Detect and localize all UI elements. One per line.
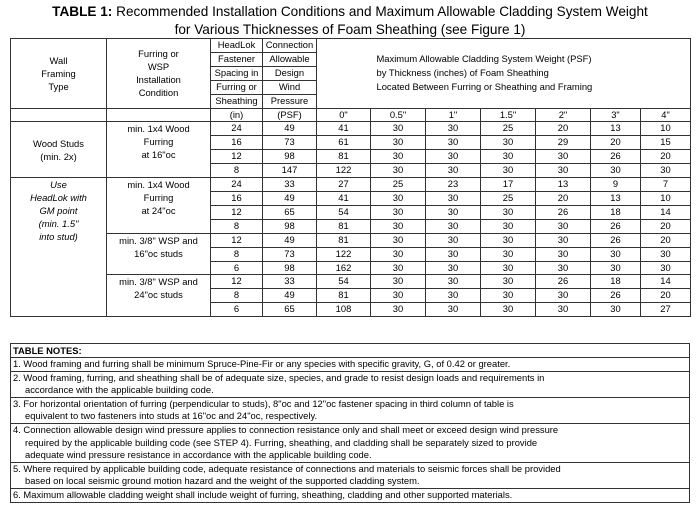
title-line-2: for Various Thicknesses of Foam Sheathing (see Figure 1) xyxy=(174,22,526,37)
condition-furring-16oc: min. 1x4 Wood Furring at 16"oc xyxy=(107,122,211,178)
header-spacing-1: HeadLok xyxy=(211,39,263,53)
weight-cell: 30 xyxy=(481,136,536,150)
weight-cell: 25 xyxy=(481,191,536,205)
condition-furring-24oc: min. 1x4 Wood Furring at 24"oc xyxy=(107,178,211,234)
header-pressure-2: Allowable xyxy=(263,52,317,66)
weight-cell: 13 xyxy=(591,191,641,205)
weight-cell: 30 xyxy=(536,247,591,261)
pressure-cell: 73 xyxy=(263,136,317,150)
title-text-1: Recommended Installation Conditions and Maximum Allowable Cladding System Weight xyxy=(116,4,648,19)
weight-cell: 13 xyxy=(591,122,641,136)
weight-cell: 30 xyxy=(371,164,426,178)
spacing-cell: 8 xyxy=(211,247,263,261)
weight-cell: 18 xyxy=(591,205,641,219)
weight-cell: 30 xyxy=(371,191,426,205)
weight-cell: 27 xyxy=(317,178,371,192)
weight-cell: 30 xyxy=(426,191,481,205)
framing-headlok: Use HeadLok with GM point (min. 1.5" into stud) xyxy=(11,178,107,317)
weight-cell: 15 xyxy=(641,136,691,150)
header-pressure-4: Wind xyxy=(263,80,317,94)
weight-cell: 30 xyxy=(426,233,481,247)
header-weight-3: Located Between Furring or Sheathing and Framing xyxy=(371,80,691,94)
framing-wood-studs: Wood Studs (min. 2x) xyxy=(11,122,107,178)
weight-cell: 108 xyxy=(317,303,371,317)
title-line-1 xyxy=(0,3,700,21)
header-spacing-4: Furring or xyxy=(211,80,263,94)
weight-cell: 30 xyxy=(536,164,591,178)
weight-cell: 30 xyxy=(371,247,426,261)
weight-cell: 20 xyxy=(641,150,691,164)
condition-wsp-16oc: min. 3/8" WSP and 16"oc studs xyxy=(107,233,211,275)
spacing-cell: 6 xyxy=(211,303,263,317)
weight-cell: 10 xyxy=(641,191,691,205)
weight-cell: 30 xyxy=(641,247,691,261)
weight-cell: 30 xyxy=(426,164,481,178)
weight-cell: 30 xyxy=(371,136,426,150)
spacing-cell: 12 xyxy=(211,205,263,219)
weight-cell: 30 xyxy=(481,219,536,233)
weight-cell: 26 xyxy=(536,275,591,289)
weight-cell: 162 xyxy=(317,261,371,275)
weight-cell: 30 xyxy=(426,247,481,261)
note-4: 4. Connection allowable design wind pressure applies to connection resistance only and shall meet or exceed design wind pressure required by the applicable building code (see STEP 4). Furring, sheathing, and cladding shall be separately sized to provide adequate wind pressure resistance in accordance with the applicable building code. xyxy=(11,424,689,463)
weight-cell: 7 xyxy=(641,178,691,192)
spacing-cell: 24 xyxy=(211,122,263,136)
pressure-cell: 49 xyxy=(263,122,317,136)
weight-cell: 30 xyxy=(371,303,426,317)
spacing-cell: 12 xyxy=(211,275,263,289)
weight-cell: 41 xyxy=(317,191,371,205)
weight-cell: 30 xyxy=(426,261,481,275)
weight-cell: 26 xyxy=(591,289,641,303)
weight-cell: 26 xyxy=(591,233,641,247)
weight-cell: 30 xyxy=(536,219,591,233)
weight-cell: 122 xyxy=(317,247,371,261)
spacing-cell: 12 xyxy=(211,233,263,247)
table-row xyxy=(11,178,691,192)
weight-cell: 30 xyxy=(426,289,481,303)
weight-cell: 30 xyxy=(481,275,536,289)
title-label: TABLE 1: xyxy=(52,4,113,19)
weight-cell: 30 xyxy=(536,150,591,164)
note-6: 6. Maximum allowable cladding weight shall include weight of furring, sheathing, cladding and other supported materials. xyxy=(13,488,513,500)
weight-cell: 30 xyxy=(591,164,641,178)
weight-cell: 14 xyxy=(641,205,691,219)
weight-cell: 30 xyxy=(641,261,691,275)
weight-cell: 20 xyxy=(641,219,691,233)
cladding-table xyxy=(10,38,691,317)
weight-cell: 13 xyxy=(536,178,591,192)
weight-cell: 30 xyxy=(426,303,481,317)
spacing-cell: 12 xyxy=(211,150,263,164)
pressure-cell: 49 xyxy=(263,191,317,205)
weight-cell: 17 xyxy=(481,178,536,192)
weight-cell: 30 xyxy=(591,247,641,261)
weight-cell: 18 xyxy=(591,275,641,289)
weight-cell: 30 xyxy=(371,275,426,289)
weight-cell: 14 xyxy=(641,275,691,289)
pressure-cell: 98 xyxy=(263,219,317,233)
weight-cell: 54 xyxy=(317,205,371,219)
weight-cell: 30 xyxy=(481,150,536,164)
weight-cell: 41 xyxy=(317,122,371,136)
pressure-cell: 33 xyxy=(263,178,317,192)
weight-cell: 30 xyxy=(371,261,426,275)
weight-cell: 122 xyxy=(317,164,371,178)
weight-cell: 30 xyxy=(371,219,426,233)
weight-cell: 20 xyxy=(641,289,691,303)
pressure-cell: 33 xyxy=(263,275,317,289)
header-wall-framing: Wall Framing Type xyxy=(11,39,107,109)
weight-cell: 25 xyxy=(371,178,426,192)
weight-cell: 30 xyxy=(481,233,536,247)
header-spacing-3: Spacing in xyxy=(211,66,263,80)
table-row xyxy=(11,122,691,136)
spacing-cell: 16 xyxy=(211,191,263,205)
spacing-cell: 16 xyxy=(211,136,263,150)
spacing-cell: 8 xyxy=(211,164,263,178)
weight-cell: 23 xyxy=(426,178,481,192)
weight-cell: 30 xyxy=(536,261,591,275)
note-1: 1. Wood framing and furring shall be minimum Spruce-Pine-Fir or any species with specific gravity, G, of 0.42 or greater. xyxy=(11,358,689,372)
table-row xyxy=(11,233,691,247)
weight-cell: 20 xyxy=(641,233,691,247)
pressure-cell: 65 xyxy=(263,303,317,317)
header-spacing-unit: (in) xyxy=(211,108,263,122)
table-notes xyxy=(10,343,690,503)
header-pressure-1: Connection xyxy=(263,39,317,53)
table-row xyxy=(11,275,691,289)
header-pressure-unit: (PSF) xyxy=(263,108,317,122)
weight-cell: 30 xyxy=(426,150,481,164)
weight-cell: 30 xyxy=(426,275,481,289)
spacing-cell: 8 xyxy=(211,219,263,233)
header-pressure-5: Pressure xyxy=(263,94,317,108)
note-5: 5. Where required by applicable building code, adequate resistance of connections and materials to seismic forces shall be provided based on local seismic ground motion hazard and the weight of the supported cladding system. xyxy=(11,463,689,489)
note-2: 2. Wood framing, furring, and sheathing shall be of adequate size, species, and grade to resist design loads and requirements in accordance with the applicable building code. xyxy=(11,372,689,398)
thickness-0: 0" xyxy=(317,108,371,122)
weight-cell: 26 xyxy=(591,219,641,233)
weight-cell: 10 xyxy=(641,122,691,136)
weight-cell: 30 xyxy=(536,233,591,247)
thickness-1: 1" xyxy=(426,108,481,122)
note-3: 3. For horizontal orientation of furring (perpendicular to studs), 8"oc and 12"oc fastener spacing in third column of table is equivalent to two fasteners into studs at 16"oc and 24"oc, respectively. xyxy=(11,398,689,424)
weight-cell: 30 xyxy=(536,289,591,303)
weight-cell: 25 xyxy=(481,122,536,136)
condition-wsp-24oc: min. 3/8" WSP and 24"oc studs xyxy=(107,275,211,317)
weight-cell: 30 xyxy=(481,303,536,317)
thickness-2: 2" xyxy=(536,108,591,122)
weight-cell: 81 xyxy=(317,150,371,164)
notes-heading: TABLE NOTES: xyxy=(11,344,689,358)
weight-cell: 30 xyxy=(591,303,641,317)
weight-cell: 30 xyxy=(426,219,481,233)
weight-cell: 20 xyxy=(536,191,591,205)
weight-cell: 20 xyxy=(536,122,591,136)
weight-cell: 81 xyxy=(317,219,371,233)
spacing-cell: 6 xyxy=(211,261,263,275)
weight-cell: 29 xyxy=(536,136,591,150)
pressure-cell: 98 xyxy=(263,150,317,164)
header-row xyxy=(11,39,691,53)
header-pressure-3: Design xyxy=(263,66,317,80)
weight-cell: 30 xyxy=(641,164,691,178)
pressure-cell: 65 xyxy=(263,205,317,219)
weight-cell: 30 xyxy=(481,164,536,178)
spacing-cell: 24 xyxy=(211,178,263,192)
weight-cell: 61 xyxy=(317,136,371,150)
weight-cell: 30 xyxy=(371,289,426,303)
weight-cell: 26 xyxy=(536,205,591,219)
weight-cell: 54 xyxy=(317,275,371,289)
weight-cell: 30 xyxy=(536,303,591,317)
weight-cell: 30 xyxy=(371,122,426,136)
weight-cell: 30 xyxy=(371,233,426,247)
weight-cell: 30 xyxy=(371,150,426,164)
weight-cell: 81 xyxy=(317,233,371,247)
pressure-cell: 98 xyxy=(263,261,317,275)
header-spacing-2: Fastener xyxy=(211,52,263,66)
header-installation: Furring or WSP Installation Condition xyxy=(107,39,211,109)
weight-cell: 30 xyxy=(426,205,481,219)
spacing-cell: 8 xyxy=(211,289,263,303)
pressure-cell: 49 xyxy=(263,289,317,303)
table-title xyxy=(0,3,700,39)
weight-cell: 30 xyxy=(591,261,641,275)
header-weight-1: Maximum Allowable Cladding System Weight (PSF) xyxy=(371,52,691,66)
weight-cell: 26 xyxy=(591,150,641,164)
thickness-1-5: 1.5" xyxy=(481,108,536,122)
weight-cell: 30 xyxy=(481,205,536,219)
weight-cell: 27 xyxy=(641,303,691,317)
header-units-row xyxy=(11,108,691,122)
thickness-3: 3" xyxy=(591,108,641,122)
weight-cell: 20 xyxy=(591,136,641,150)
weight-cell: 30 xyxy=(481,261,536,275)
header-spacing-5: Sheathing xyxy=(211,94,263,108)
pressure-cell: 73 xyxy=(263,247,317,261)
weight-cell: 30 xyxy=(426,122,481,136)
weight-cell: 30 xyxy=(481,289,536,303)
pressure-cell: 147 xyxy=(263,164,317,178)
pressure-cell: 49 xyxy=(263,233,317,247)
thickness-4: 4" xyxy=(641,108,691,122)
weight-cell: 9 xyxy=(591,178,641,192)
weight-cell: 30 xyxy=(481,247,536,261)
weight-cell: 30 xyxy=(426,136,481,150)
header-weight-2: by Thickness (inches) of Foam Sheathing xyxy=(371,66,691,80)
thickness-0-5: 0.5" xyxy=(371,108,426,122)
weight-cell: 81 xyxy=(317,289,371,303)
weight-cell: 30 xyxy=(371,205,426,219)
